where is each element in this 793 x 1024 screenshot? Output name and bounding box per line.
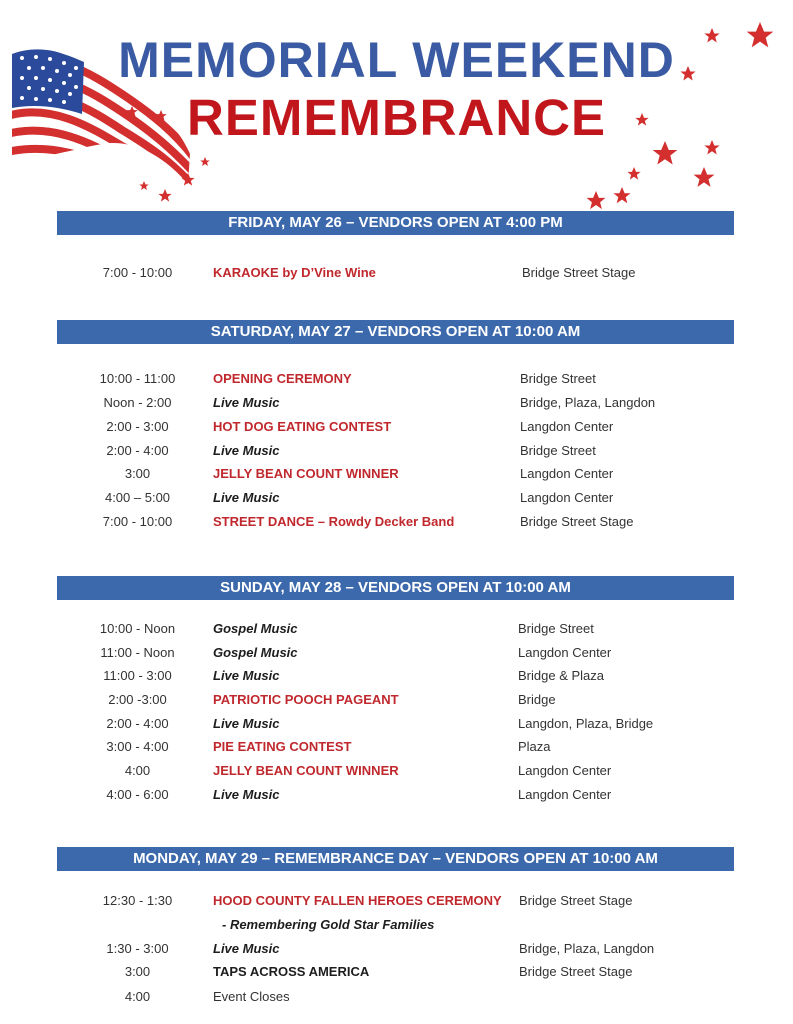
- star-icon: [613, 187, 630, 203]
- schedule-row: [0, 393, 793, 415]
- event-time: 3:00 - 4:00: [106, 739, 169, 754]
- event-name: Live Music: [213, 716, 280, 731]
- event-name: Live Music: [213, 787, 280, 802]
- event-location: Bridge Street Stage: [519, 964, 633, 979]
- event-location: Bridge Street: [520, 371, 596, 386]
- schedule-row: [0, 785, 793, 807]
- star-icon: [694, 167, 715, 187]
- schedule-row: [0, 761, 793, 783]
- event-name: HOOD COUNTY FALLEN HEROES CEREMONY: [213, 893, 502, 908]
- schedule-row: [0, 441, 793, 463]
- schedule-row: [0, 369, 793, 391]
- event-time: 2:00 - 4:00: [106, 443, 169, 458]
- event-location: Langdon Center: [520, 490, 614, 505]
- schedule-row: [0, 714, 793, 736]
- event-location: Bridge, Plaza, Langdon: [520, 395, 656, 410]
- schedule-row: [0, 512, 793, 534]
- event-time: 2:00 -3:00: [108, 692, 167, 707]
- schedule-row: [0, 666, 793, 688]
- event-location: Bridge & Plaza: [518, 668, 604, 683]
- schedule-row: [0, 987, 793, 1009]
- event-name: Live Music: [213, 941, 280, 956]
- schedule-row: [0, 962, 793, 984]
- schedule-row: [0, 643, 793, 665]
- day-header-sunday: SUNDAY, MAY 28 – VENDORS OPEN AT 10:00 AM: [57, 576, 734, 600]
- event-name: Live Music: [213, 443, 280, 458]
- event-time: 4:00: [124, 989, 151, 1004]
- event-name: PIE EATING CONTEST: [213, 739, 352, 754]
- event-time: 11:00 - 3:00: [103, 668, 172, 683]
- event-name: Gospel Music: [213, 621, 298, 636]
- event-name: HOT DOG EATING CONTEST: [213, 419, 392, 434]
- event-time: 2:00 - 4:00: [106, 716, 169, 731]
- page-subtitle: REMEMBRANCE: [187, 89, 606, 146]
- event-time: 7:00 - 10:00: [102, 514, 173, 529]
- day-header-saturday: SATURDAY, MAY 27 – VENDORS OPEN AT 10:00 AM: [57, 320, 734, 344]
- event-time: 4:00 – 5:00: [104, 490, 171, 505]
- event-location: Bridge, Plaza, Langdon: [519, 941, 655, 956]
- schedule-row: [0, 737, 793, 759]
- event-time: 4:00 - 6:00: [106, 787, 169, 802]
- schedule-note-row: [0, 915, 793, 937]
- event-location: Bridge Street Stage: [520, 514, 634, 529]
- event-location: Langdon Center: [520, 466, 614, 481]
- event-location: Langdon Center: [518, 787, 612, 802]
- event-name: Live Music: [213, 395, 280, 410]
- event-location: Plaza: [518, 739, 551, 754]
- event-time: 10:00 - 11:00: [99, 371, 176, 386]
- event-time: 10:00 - Noon: [99, 621, 176, 636]
- star-icon: [200, 157, 210, 166]
- event-name: PATRIOTIC POOCH PAGEANT: [213, 692, 399, 707]
- event-name: JELLY BEAN COUNT WINNER: [213, 763, 399, 778]
- event-time: 2:00 - 3:00: [106, 419, 169, 434]
- event-location: Bridge Street: [518, 621, 594, 636]
- schedule-row: [0, 488, 793, 510]
- event-name: TAPS ACROSS AMERICA: [213, 964, 370, 979]
- event-time: 7:00 - 10:00: [102, 265, 173, 280]
- page-title: MEMORIAL WEEKEND: [118, 32, 675, 88]
- event-name: Gospel Music: [213, 645, 298, 660]
- event-time: Noon - 2:00: [103, 395, 172, 410]
- event-location: Langdon Center: [520, 419, 614, 434]
- event-name: STREET DANCE – Rowdy Decker Band: [213, 514, 455, 529]
- event-location: Bridge: [518, 692, 556, 707]
- event-name: Event Closes: [213, 989, 290, 1004]
- event-note: - Remembering Gold Star Families: [222, 917, 435, 932]
- event-location: Bridge Street Stage: [519, 893, 633, 908]
- event-time: 3:00: [124, 466, 151, 481]
- event-location: Langdon Center: [518, 645, 612, 660]
- star-icon: [627, 167, 640, 180]
- schedule-row: [0, 417, 793, 439]
- day-header-monday: MONDAY, MAY 29 – REMEMBRANCE DAY – VENDORS OPEN AT 10:00 AM: [57, 847, 734, 871]
- event-name: Live Music: [213, 668, 280, 683]
- event-time: 11:00 - Noon: [100, 645, 175, 660]
- event-location: Bridge Street: [520, 443, 596, 458]
- schedule-row: [0, 619, 793, 641]
- event-time: 3:00: [124, 964, 151, 979]
- event-location: Langdon Center: [518, 763, 612, 778]
- event-location: Bridge Street Stage: [522, 265, 636, 280]
- event-time: 1:30 - 3:00: [106, 941, 169, 956]
- schedule-row: [0, 690, 793, 712]
- schedule-row: [0, 939, 793, 961]
- event-time: 12:30 - 1:30: [102, 893, 173, 908]
- event-location: Langdon, Plaza, Bridge: [518, 716, 654, 731]
- schedule-row: [0, 891, 793, 913]
- event-name: JELLY BEAN COUNT WINNER: [213, 466, 399, 481]
- schedule-row: [0, 464, 793, 486]
- event-name: Live Music: [213, 490, 280, 505]
- event-name: KARAOKE by D’Vine Wine: [213, 265, 376, 280]
- event-name: OPENING CEREMONY: [213, 371, 352, 386]
- schedule-row: [0, 263, 793, 285]
- star-icon: [587, 191, 606, 209]
- event-time: 4:00: [124, 763, 151, 778]
- day-header-friday: FRIDAY, MAY 26 – VENDORS OPEN AT 4:00 PM: [57, 211, 734, 235]
